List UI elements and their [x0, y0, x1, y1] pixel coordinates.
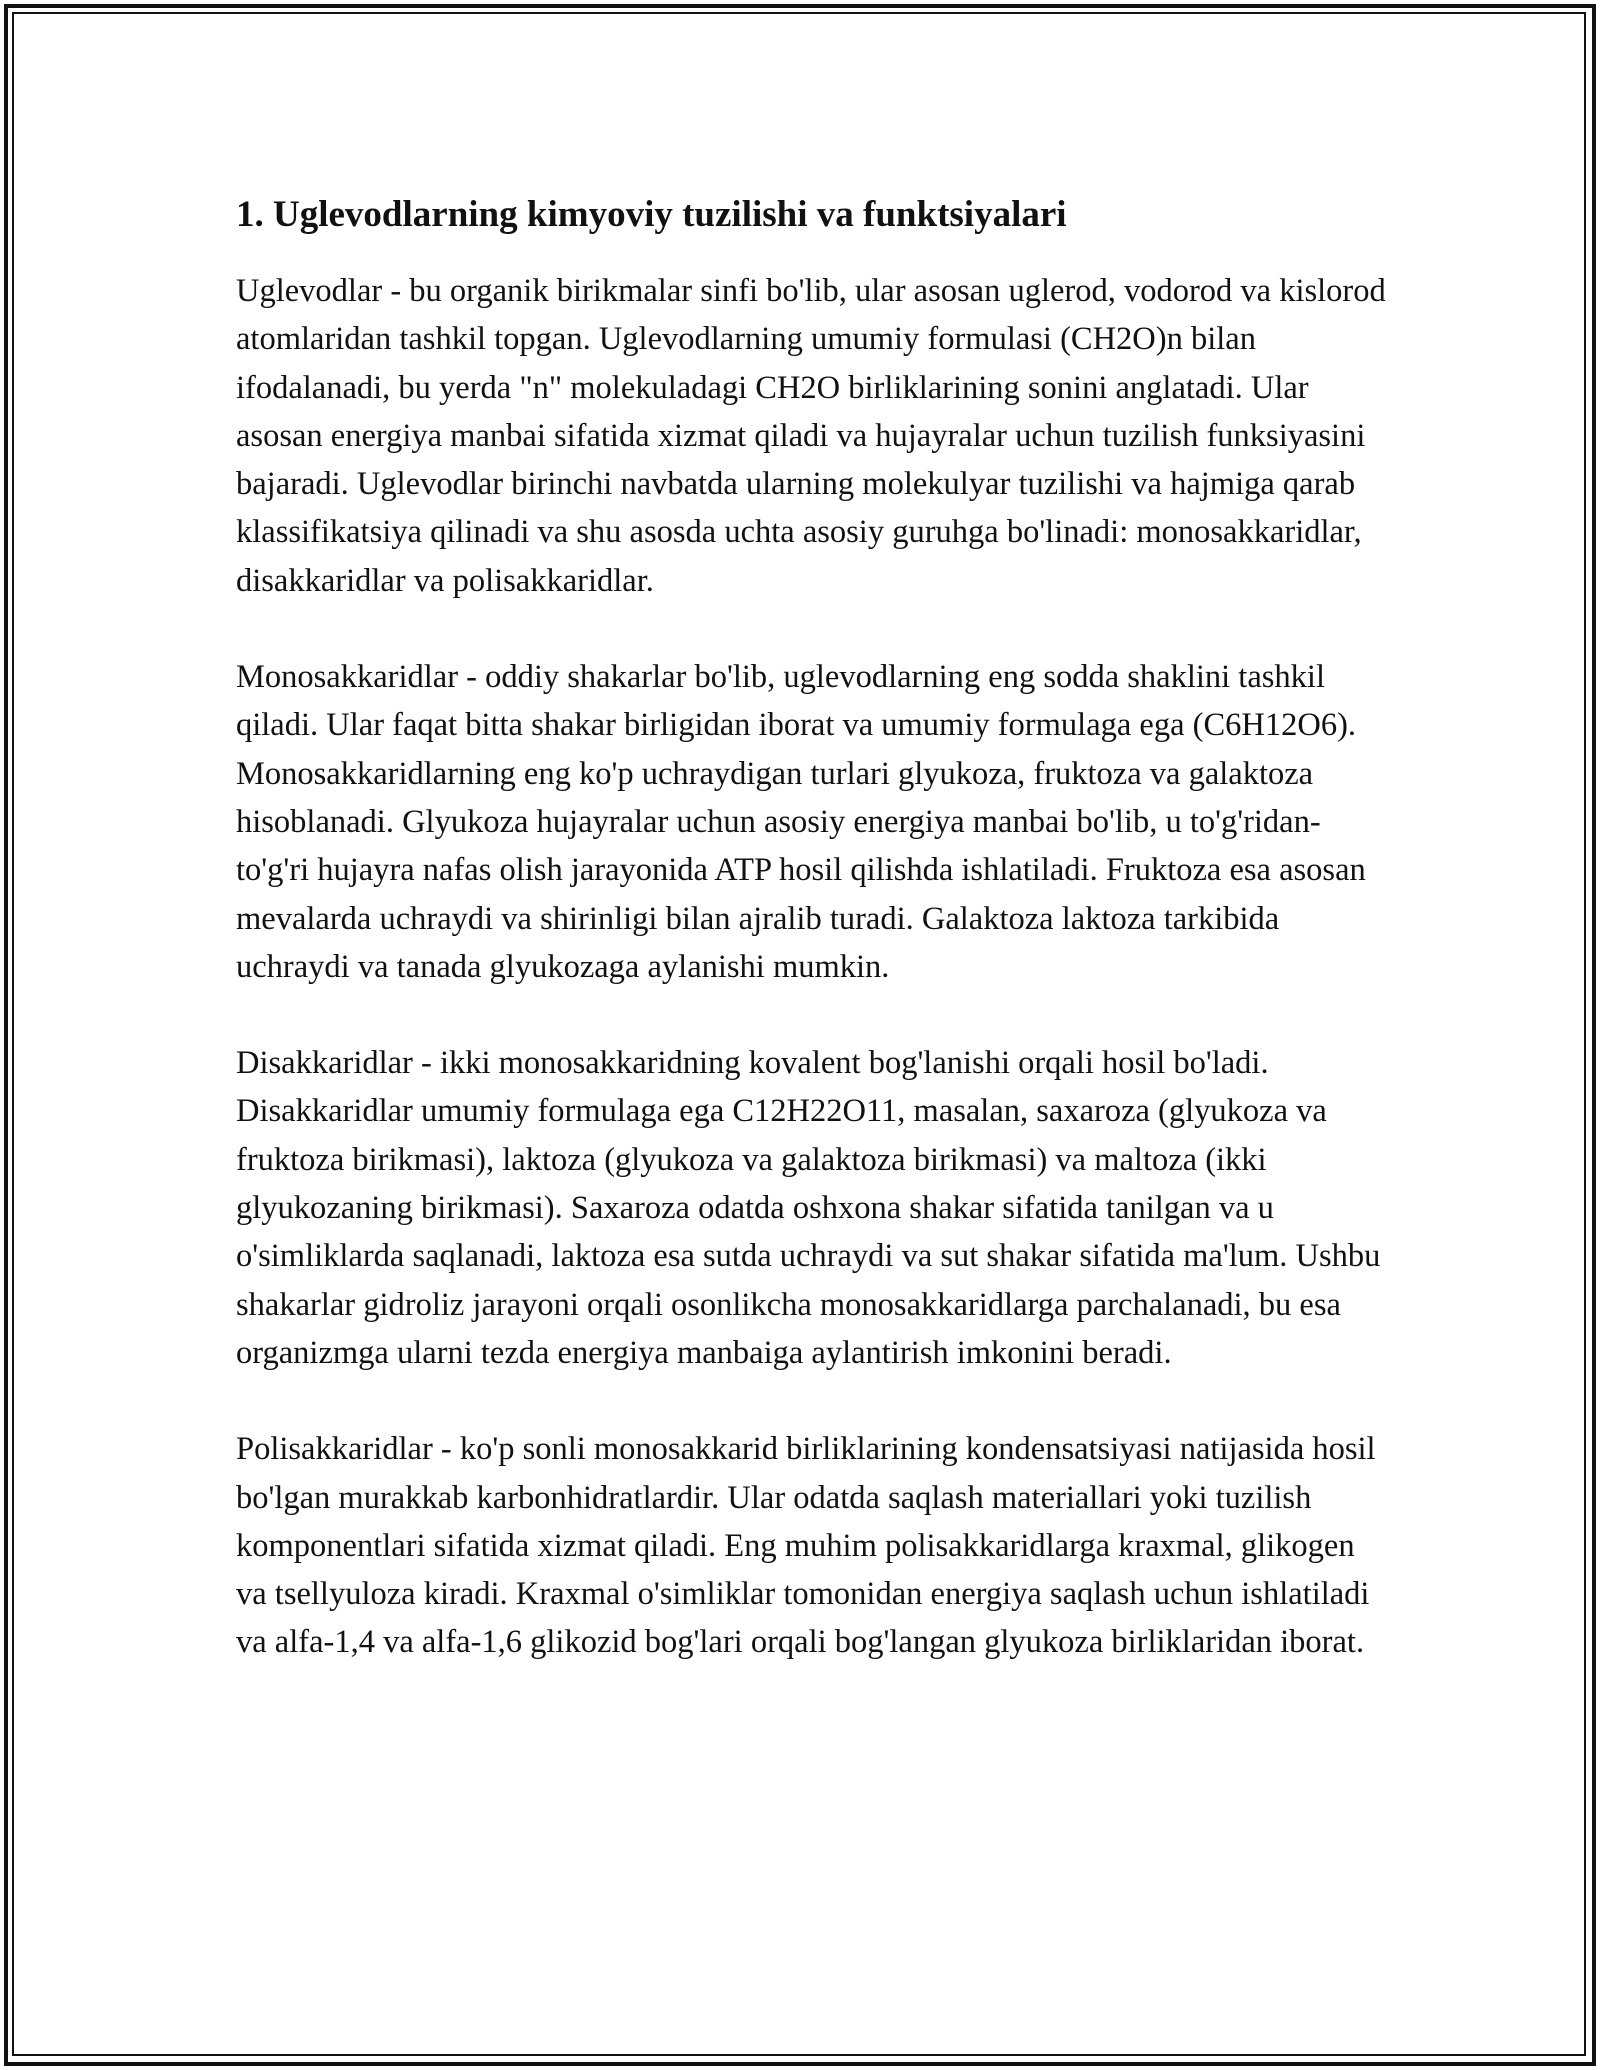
- section-title: 1. Uglevodlarning kimyoviy tuzilishi va funktsiyalari: [236, 194, 1067, 235]
- paragraph-monosakkaridlar: Monosakkaridlar - oddiy shakarlar bo'lib, uglevodlarning eng sodda shaklini tashkil qiladi. Ular faqat bitta shakar birligidan iborat va umumiy formulaga ega (C6H12O6). Monosakkaridlarning eng ko'p uchraydigan turlari glyukoza, fruktoza va galaktoza hisoblanadi. Glyukoza hujayralar uchun asosiy energiya manbai bo'lib, u to'g'ridan-to'g'ri hujayra nafas olish jarayonida ATP hosil qilishda ishlatiladi. Fruktoza esa asosan mevalarda uchraydi va shirinligi bilan ajralib turadi. Galaktoza laktoza tarkibida uchraydi va tanada glyukozaga aylanishi mumkin.: [236, 659, 1366, 985]
- paragraph-uglevodlar: Uglevodlar - bu organik birikmalar sinfi bo'lib, ular asosan uglerod, vodorod va kislorod atomlaridan tashkil topgan. Uglevodlarning umumiy formulasi (CH2O)n bilan ifodalanadi, bu yerda "n" molekuladagi CH2O birliklarining sonini anglatadi. Ular asosan energiya manbai sifatida xizmat qiladi va hujayralar uchun tuzilish funksiyasini bajaradi. Uglevodlar birinchi navbatda ularning molekulyar tuzilishi va hajmiga qarab klassifikatsiya qilinadi va shu asosda uchta asosiy guruhga bo'linadi: monosakkaridlar, disakkaridlar va polisakkaridlar.: [236, 273, 1386, 599]
- paragraph-disakkaridlar: Disakkaridlar - ikki monosakkaridning kovalent bog'lanishi orqali hosil bo'ladi. Disakkaridlar umumiy formulaga ega C12H22O11, masalan, saxaroza (glyukoza va fruktoza birikmasi), laktoza (glyukoza va galaktoza birikmasi) va maltoza (ikki glyukozaning birikmasi). Saxaroza odatda oshxona shakar sifatida tanilgan va u o'simliklarda saqlanadi, laktoza esa sutda uchraydi va sut shakar sifatida ma'lum. Ushbu shakarlar gidroliz jarayoni orqali osonlikcha monosakkaridlarga parchalanadi, bu esa organizmga ularni tezda energiya manbaiga aylantirish imkonini beradi.: [236, 1045, 1381, 1371]
- paragraph-polisakkaridlar: Polisakkaridlar - ko'p sonli monosakkarid birliklarining kondensatsiyasi natijasida hosil bo'lgan murakkab karbonhidratlardir. Ular odatda saqlash materiallari yoki tuzilish komponentlari sifatida xizmat qiladi. Eng muhim polisakkaridlarga kraxmal, glikogen va tsellyuloza kiradi. Kraxmal o'simliklar tomonidan energiya saqlash uchun ishlatiladi va alfa-1,4 va alfa-1,6 glikozid bog'lari orqali bog'langan glyukoza birliklaridan iborat.: [236, 1431, 1376, 1661]
- document-body: [236, 185, 1386, 1667]
